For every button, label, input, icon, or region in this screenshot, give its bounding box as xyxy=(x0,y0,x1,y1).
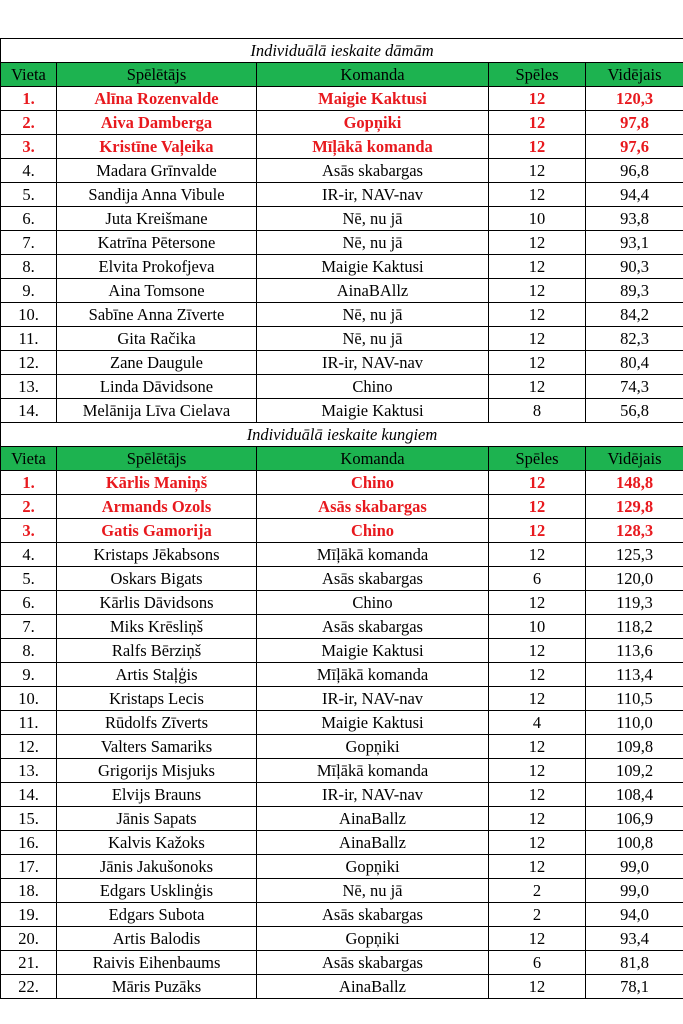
table-row xyxy=(1,495,683,519)
table-row xyxy=(1,111,683,135)
cell-player: Sabīne Anna Zīverte xyxy=(57,303,257,327)
cell-player: Artis Staļģis xyxy=(57,663,257,687)
cell-average: 96,8 xyxy=(586,159,683,183)
table-row xyxy=(1,279,683,303)
cell-average: 82,3 xyxy=(586,327,683,351)
cell-games: 12 xyxy=(489,663,586,687)
cell-place: 6. xyxy=(1,207,57,231)
table-row xyxy=(1,927,683,951)
cell-place: 14. xyxy=(1,783,57,807)
cell-average: 120,0 xyxy=(586,567,683,591)
men-header-row xyxy=(1,447,683,471)
cell-player: Alīna Rozenvalde xyxy=(57,87,257,111)
cell-average: 80,4 xyxy=(586,351,683,375)
cell-average: 94,0 xyxy=(586,903,683,927)
cell-player: Kristaps Lecis xyxy=(57,687,257,711)
cell-team: Nē, nu jā xyxy=(257,231,489,255)
cell-games: 12 xyxy=(489,639,586,663)
cell-average: 97,8 xyxy=(586,111,683,135)
cell-player: Elvita Prokofjeva xyxy=(57,255,257,279)
cell-place: 13. xyxy=(1,375,57,399)
cell-games: 2 xyxy=(489,879,586,903)
cell-games: 12 xyxy=(489,111,586,135)
cell-games: 12 xyxy=(489,231,586,255)
cell-team: Maigie Kaktusi xyxy=(257,255,489,279)
cell-team: Maigie Kaktusi xyxy=(257,87,489,111)
cell-average: 120,3 xyxy=(586,87,683,111)
cell-games: 10 xyxy=(489,615,586,639)
cell-team: Asās skabargas xyxy=(257,567,489,591)
cell-games: 2 xyxy=(489,903,586,927)
cell-games: 12 xyxy=(489,183,586,207)
cell-player: Edgars Usklinģis xyxy=(57,879,257,903)
cell-place: 3. xyxy=(1,519,57,543)
cell-games: 12 xyxy=(489,351,586,375)
cell-average: 94,4 xyxy=(586,183,683,207)
table-row xyxy=(1,159,683,183)
cell-average: 56,8 xyxy=(586,399,683,423)
cell-player: Edgars Subota xyxy=(57,903,257,927)
cell-place: 20. xyxy=(1,927,57,951)
cell-place: 16. xyxy=(1,831,57,855)
women-section-title-row xyxy=(1,39,683,63)
cell-place: 7. xyxy=(1,231,57,255)
cell-team: IR-ir, NAV-nav xyxy=(257,687,489,711)
cell-games: 12 xyxy=(489,807,586,831)
cell-team: Gopņiki xyxy=(257,735,489,759)
cell-place: 12. xyxy=(1,735,57,759)
cell-place: 13. xyxy=(1,759,57,783)
cell-player: Jānis Sapats xyxy=(57,807,257,831)
cell-player: Linda Dāvidsone xyxy=(57,375,257,399)
cell-average: 108,4 xyxy=(586,783,683,807)
cell-team: Nē, nu jā xyxy=(257,879,489,903)
cell-average: 99,0 xyxy=(586,855,683,879)
table-row xyxy=(1,471,683,495)
results-table xyxy=(0,38,683,999)
cell-games: 12 xyxy=(489,855,586,879)
table-row xyxy=(1,783,683,807)
cell-games: 12 xyxy=(489,159,586,183)
cell-place: 8. xyxy=(1,255,57,279)
cell-player: Kārlis Maniņš xyxy=(57,471,257,495)
cell-average: 113,4 xyxy=(586,663,683,687)
cell-games: 12 xyxy=(489,687,586,711)
header-place: Vieta xyxy=(1,447,57,471)
cell-average: 110,0 xyxy=(586,711,683,735)
cell-team: Chino xyxy=(257,519,489,543)
table-row xyxy=(1,903,683,927)
cell-games: 12 xyxy=(489,831,586,855)
cell-average: 119,3 xyxy=(586,591,683,615)
table-row xyxy=(1,231,683,255)
table-row xyxy=(1,615,683,639)
cell-player: Kalvis Kažoks xyxy=(57,831,257,855)
cell-average: 93,4 xyxy=(586,927,683,951)
table-row xyxy=(1,831,683,855)
cell-games: 8 xyxy=(489,399,586,423)
cell-average: 100,8 xyxy=(586,831,683,855)
cell-team: Asās skabargas xyxy=(257,159,489,183)
header-games: Spēles xyxy=(489,63,586,87)
men-section-title: Individuālā ieskaite kungiem xyxy=(1,423,683,447)
cell-place: 21. xyxy=(1,951,57,975)
cell-team: Nē, nu jā xyxy=(257,303,489,327)
cell-games: 12 xyxy=(489,783,586,807)
header-team: Komanda xyxy=(257,447,489,471)
table-row xyxy=(1,639,683,663)
cell-average: 81,8 xyxy=(586,951,683,975)
cell-team: IR-ir, NAV-nav xyxy=(257,783,489,807)
cell-games: 12 xyxy=(489,255,586,279)
cell-place: 9. xyxy=(1,663,57,687)
table-row xyxy=(1,207,683,231)
cell-games: 12 xyxy=(489,303,586,327)
cell-average: 99,0 xyxy=(586,879,683,903)
cell-average: 89,3 xyxy=(586,279,683,303)
cell-games: 6 xyxy=(489,951,586,975)
cell-player: Raivis Eihenbaums xyxy=(57,951,257,975)
cell-team: Nē, nu jā xyxy=(257,327,489,351)
table-row xyxy=(1,519,683,543)
cell-player: Kārlis Dāvidsons xyxy=(57,591,257,615)
cell-games: 6 xyxy=(489,567,586,591)
cell-place: 18. xyxy=(1,879,57,903)
cell-player: Gita Račika xyxy=(57,327,257,351)
cell-average: 118,2 xyxy=(586,615,683,639)
table-row xyxy=(1,375,683,399)
cell-team: AinaBallz xyxy=(257,831,489,855)
cell-player: Ralfs Bērziņš xyxy=(57,639,257,663)
table-row xyxy=(1,327,683,351)
cell-place: 6. xyxy=(1,591,57,615)
cell-place: 1. xyxy=(1,471,57,495)
table-row xyxy=(1,807,683,831)
header-average: Vidējais xyxy=(586,447,683,471)
cell-place: 5. xyxy=(1,183,57,207)
cell-team: AinaBAllz xyxy=(257,279,489,303)
table-row xyxy=(1,87,683,111)
cell-average: 113,6 xyxy=(586,639,683,663)
cell-games: 12 xyxy=(489,495,586,519)
cell-player: Artis Balodis xyxy=(57,927,257,951)
cell-team: Chino xyxy=(257,471,489,495)
cell-team: Asās skabargas xyxy=(257,615,489,639)
table-row xyxy=(1,183,683,207)
cell-average: 125,3 xyxy=(586,543,683,567)
cell-player: Miks Krēsliņš xyxy=(57,615,257,639)
cell-team: IR-ir, NAV-nav xyxy=(257,183,489,207)
cell-player: Valters Samariks xyxy=(57,735,257,759)
cell-games: 12 xyxy=(489,975,586,999)
cell-player: Armands Ozols xyxy=(57,495,257,519)
cell-team: Mīļākā komanda xyxy=(257,135,489,159)
cell-place: 10. xyxy=(1,303,57,327)
cell-player: Elvijs Brauns xyxy=(57,783,257,807)
table-row xyxy=(1,855,683,879)
cell-team: Chino xyxy=(257,375,489,399)
cell-place: 15. xyxy=(1,807,57,831)
table-row xyxy=(1,543,683,567)
cell-average: 128,3 xyxy=(586,519,683,543)
cell-team: Maigie Kaktusi xyxy=(257,399,489,423)
table-row xyxy=(1,567,683,591)
table-row xyxy=(1,663,683,687)
cell-team: IR-ir, NAV-nav xyxy=(257,351,489,375)
cell-games: 12 xyxy=(489,735,586,759)
cell-average: 90,3 xyxy=(586,255,683,279)
cell-team: Maigie Kaktusi xyxy=(257,711,489,735)
cell-place: 4. xyxy=(1,159,57,183)
cell-place: 5. xyxy=(1,567,57,591)
cell-place: 11. xyxy=(1,327,57,351)
cell-games: 12 xyxy=(489,759,586,783)
cell-place: 9. xyxy=(1,279,57,303)
cell-average: 106,9 xyxy=(586,807,683,831)
cell-player: Jānis Jakušonoks xyxy=(57,855,257,879)
cell-player: Oskars Bigats xyxy=(57,567,257,591)
cell-player: Sandija Anna Vibule xyxy=(57,183,257,207)
table-row xyxy=(1,759,683,783)
cell-team: Nē, nu jā xyxy=(257,207,489,231)
cell-team: Gopņiki xyxy=(257,927,489,951)
cell-average: 109,8 xyxy=(586,735,683,759)
table-row xyxy=(1,255,683,279)
cell-games: 12 xyxy=(489,135,586,159)
cell-team: Mīļākā komanda xyxy=(257,759,489,783)
table-row xyxy=(1,711,683,735)
cell-player: Katrīna Pētersone xyxy=(57,231,257,255)
table-row xyxy=(1,951,683,975)
cell-average: 109,2 xyxy=(586,759,683,783)
cell-player: Rūdolfs Zīverts xyxy=(57,711,257,735)
cell-games: 12 xyxy=(489,471,586,495)
cell-place: 12. xyxy=(1,351,57,375)
cell-place: 22. xyxy=(1,975,57,999)
cell-games: 10 xyxy=(489,207,586,231)
cell-games: 12 xyxy=(489,927,586,951)
header-player: Spēlētājs xyxy=(57,447,257,471)
cell-place: 2. xyxy=(1,495,57,519)
cell-team: AinaBallz xyxy=(257,975,489,999)
cell-average: 93,8 xyxy=(586,207,683,231)
cell-team: Asās skabargas xyxy=(257,903,489,927)
table-row xyxy=(1,135,683,159)
table-row xyxy=(1,399,683,423)
table-row xyxy=(1,687,683,711)
cell-average: 148,8 xyxy=(586,471,683,495)
table-row xyxy=(1,591,683,615)
cell-team: Chino xyxy=(257,591,489,615)
cell-team: Maigie Kaktusi xyxy=(257,639,489,663)
cell-team: Mīļākā komanda xyxy=(257,543,489,567)
header-average: Vidējais xyxy=(586,63,683,87)
cell-team: Gopņiki xyxy=(257,111,489,135)
cell-place: 11. xyxy=(1,711,57,735)
cell-place: 1. xyxy=(1,87,57,111)
cell-player: Gatis Gamorija xyxy=(57,519,257,543)
cell-player: Juta Kreišmane xyxy=(57,207,257,231)
cell-place: 2. xyxy=(1,111,57,135)
cell-place: 4. xyxy=(1,543,57,567)
cell-team: Asās skabargas xyxy=(257,951,489,975)
table-row xyxy=(1,975,683,999)
header-games: Spēles xyxy=(489,447,586,471)
cell-player: Māris Puzāks xyxy=(57,975,257,999)
table-row xyxy=(1,879,683,903)
women-header-row xyxy=(1,63,683,87)
cell-games: 12 xyxy=(489,519,586,543)
cell-place: 14. xyxy=(1,399,57,423)
cell-player: Kristīne Vaļeika xyxy=(57,135,257,159)
cell-average: 84,2 xyxy=(586,303,683,327)
cell-place: 17. xyxy=(1,855,57,879)
cell-player: Aiva Damberga xyxy=(57,111,257,135)
cell-games: 12 xyxy=(489,327,586,351)
cell-place: 10. xyxy=(1,687,57,711)
cell-player: Zane Daugule xyxy=(57,351,257,375)
table-row xyxy=(1,303,683,327)
table-row xyxy=(1,735,683,759)
cell-team: Mīļākā komanda xyxy=(257,663,489,687)
cell-games: 12 xyxy=(489,591,586,615)
men-section-title-row xyxy=(1,423,683,447)
cell-games: 12 xyxy=(489,279,586,303)
cell-average: 110,5 xyxy=(586,687,683,711)
cell-games: 12 xyxy=(489,87,586,111)
cell-team: Gopņiki xyxy=(257,855,489,879)
cell-player: Madara Grīnvalde xyxy=(57,159,257,183)
cell-place: 19. xyxy=(1,903,57,927)
cell-player: Aina Tomsone xyxy=(57,279,257,303)
header-place: Vieta xyxy=(1,63,57,87)
cell-player: Melānija Līva Cielava xyxy=(57,399,257,423)
cell-place: 3. xyxy=(1,135,57,159)
cell-average: 129,8 xyxy=(586,495,683,519)
cell-place: 8. xyxy=(1,639,57,663)
cell-games: 4 xyxy=(489,711,586,735)
cell-games: 12 xyxy=(489,375,586,399)
cell-place: 7. xyxy=(1,615,57,639)
cell-games: 12 xyxy=(489,543,586,567)
cell-player: Kristaps Jēkabsons xyxy=(57,543,257,567)
cell-team: AinaBallz xyxy=(257,807,489,831)
header-team: Komanda xyxy=(257,63,489,87)
cell-average: 74,3 xyxy=(586,375,683,399)
cell-average: 97,6 xyxy=(586,135,683,159)
cell-team: Asās skabargas xyxy=(257,495,489,519)
cell-average: 93,1 xyxy=(586,231,683,255)
cell-player: Grigorijs Misjuks xyxy=(57,759,257,783)
table-row xyxy=(1,351,683,375)
women-section-title: Individuālā ieskaite dāmām xyxy=(1,39,683,63)
header-player: Spēlētājs xyxy=(57,63,257,87)
cell-average: 78,1 xyxy=(586,975,683,999)
